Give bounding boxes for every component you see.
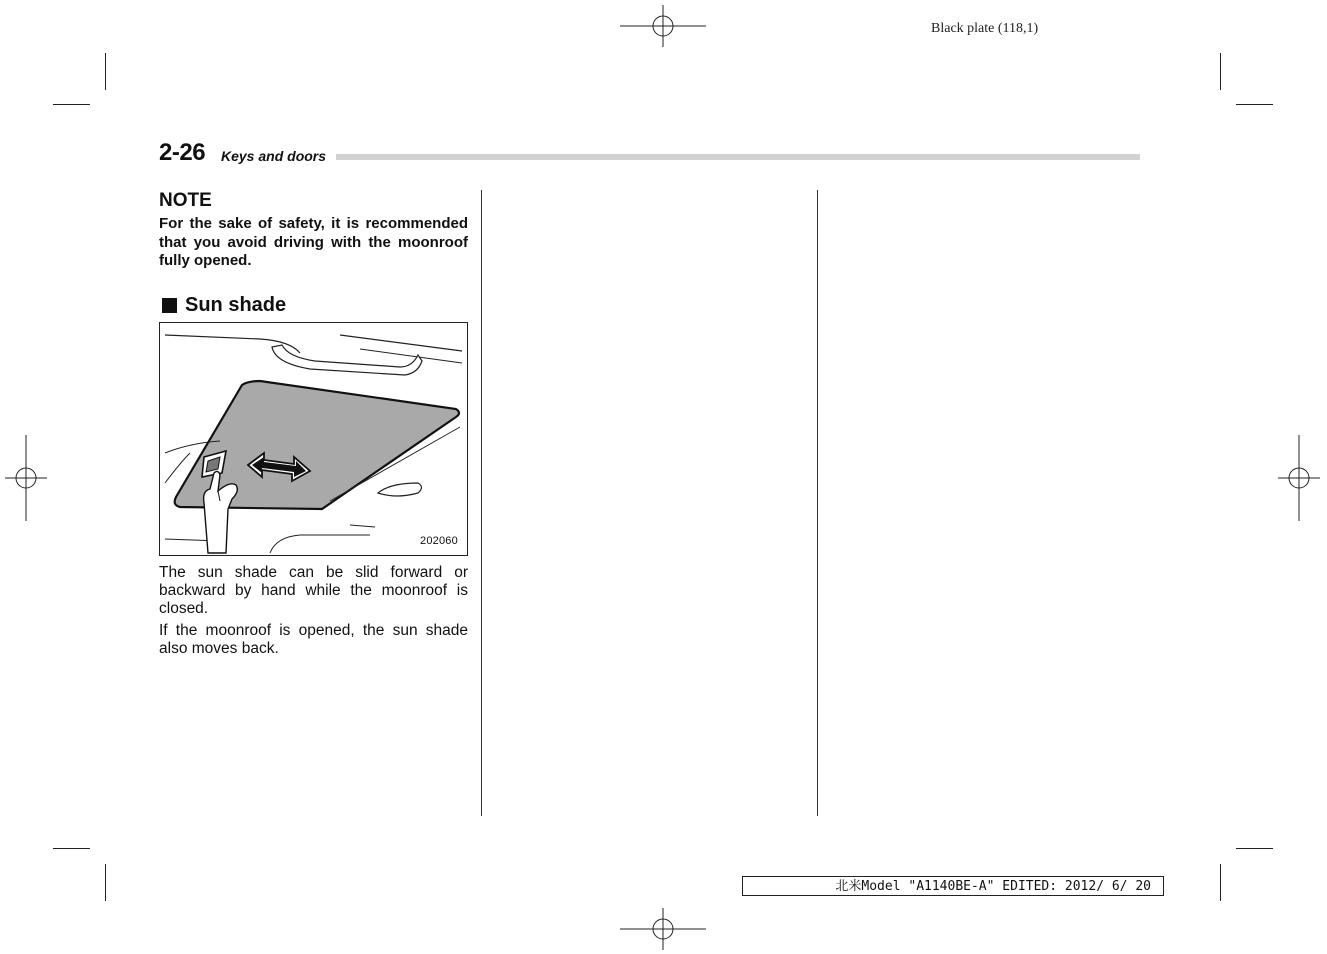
sun-shade-illustration (160, 323, 467, 555)
registration-mark-bottom (620, 908, 706, 950)
sun-shade-heading-text: Sun shade (185, 294, 287, 316)
column-divider-1 (481, 190, 482, 816)
registration-mark-left (5, 435, 47, 521)
square-bullet-icon (162, 298, 177, 313)
page-number: 2-26 (159, 139, 206, 166)
note-body: For the sake of safety, it is recommended that you avoid driving with the moonroof fully opened. (159, 215, 468, 269)
column-divider-2 (817, 190, 818, 816)
sun-shade-figure (159, 322, 468, 556)
edit-footer: 北米Model "A1140BE-A" EDITED: 2012/ 6/ 20 (742, 876, 1164, 896)
registration-mark-right (1278, 435, 1320, 521)
paragraph-1: The sun shade can be slid forward or backward by hand while the moonroof is closed. (159, 564, 468, 617)
note-heading: NOTE (159, 190, 212, 211)
paragraph-2: If the moonroof is opened, the sun shade also moves back. (159, 622, 468, 657)
sun-shade-heading (162, 294, 286, 317)
plate-label: Black plate (118,1) (931, 21, 1039, 36)
figure-code: 202060 (420, 535, 458, 547)
section-title: Keys and doors (221, 148, 327, 164)
header-rule (336, 154, 1140, 160)
registration-mark-top (620, 5, 706, 47)
